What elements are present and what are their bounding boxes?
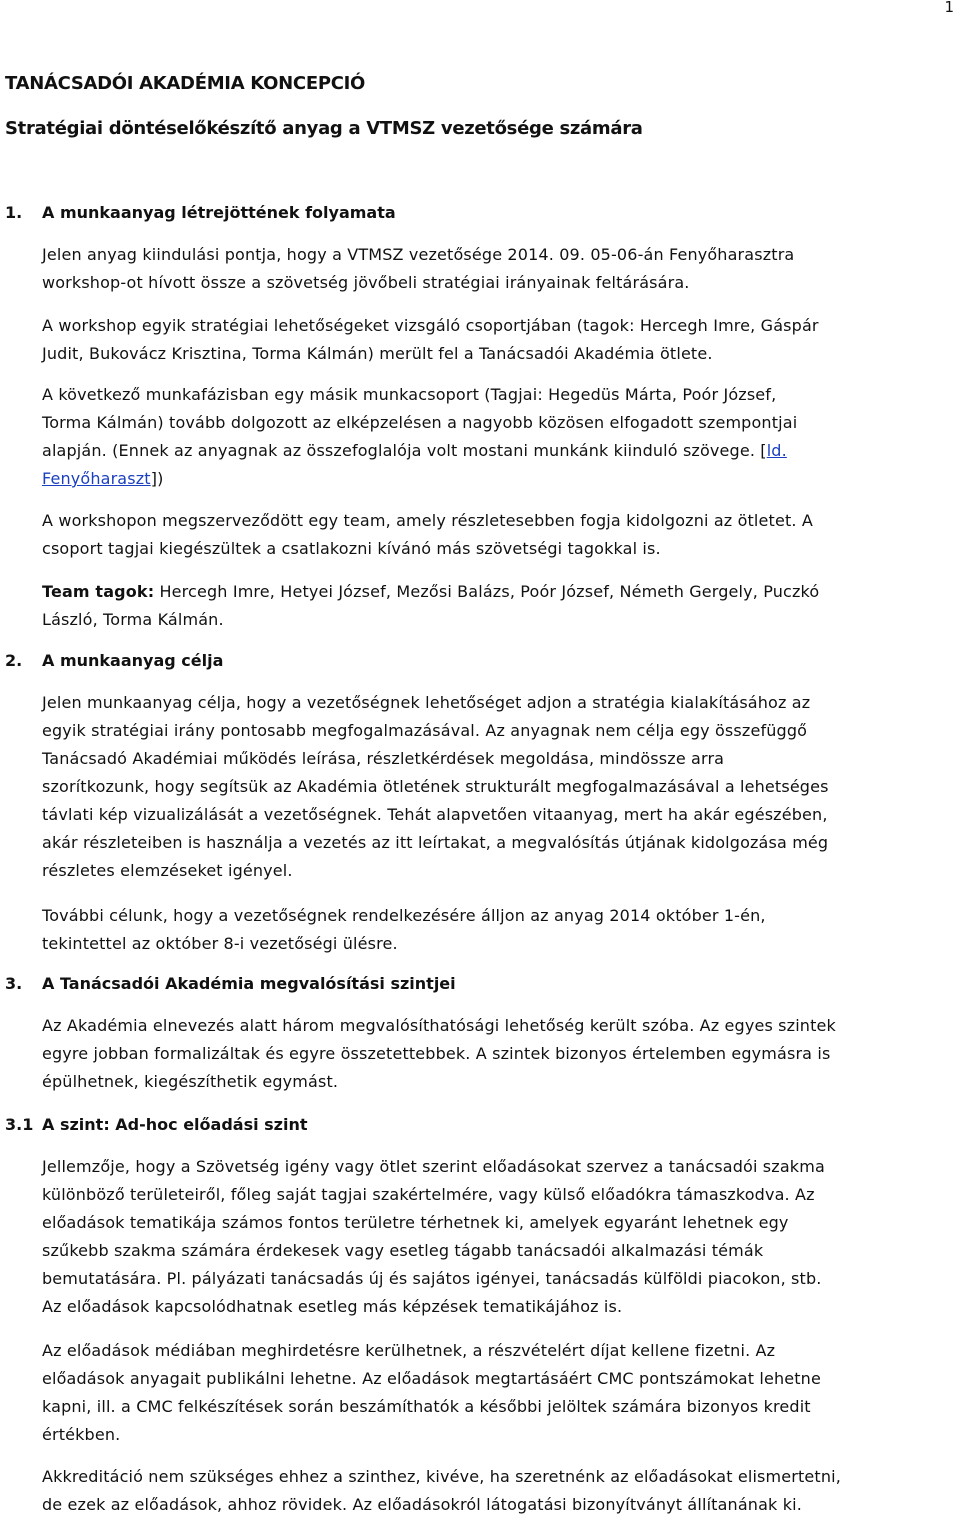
text-line: László, Torma Kálmán. bbox=[42, 610, 224, 629]
section-1-heading bbox=[5, 203, 396, 222]
text-line: különböző területeiről, főleg saját tagjai szakértelmére, vagy külső előadókra támaszkodva. Az bbox=[42, 1185, 815, 1204]
section-1-number: 1. bbox=[5, 203, 23, 222]
text-line: de ezek az előadások, ahhoz rövidek. Az előadásokról látogatási bizonyítványt állítanának ki. bbox=[42, 1495, 802, 1514]
team-members-paragraph bbox=[42, 578, 954, 634]
text-line: Tanácsadó Akadémiai működés leírása, részletkérdések megoldása, mindössze arra bbox=[42, 749, 725, 768]
text-line: Jelen munkaanyag célja, hogy a vezetőségnek lehetőséget adjon a stratégia kialakításához az bbox=[42, 693, 811, 712]
text-line: Az Akadémia elnevezés alatt három megvalósíthatósági lehetőség került szóba. Az egyes szintek bbox=[42, 1016, 836, 1035]
reference-link-fenyoharaszt[interactable]: Fenyőharaszt bbox=[42, 469, 151, 488]
text-line: Az előadások kapcsolódhatnak esetleg más képzések tematikájához is. bbox=[42, 1297, 623, 1316]
text-line: szűkebb szakma számára érdekesek vagy esetleg tágabb tanácsadói alkalmazási témák bbox=[42, 1241, 764, 1260]
section-2-paragraph-1 bbox=[42, 689, 954, 885]
section-1-paragraph-1 bbox=[42, 241, 954, 297]
section-3-heading bbox=[5, 974, 456, 993]
section-3-1-paragraph-1 bbox=[42, 1153, 954, 1321]
text-line: részletes elemzéseket igényel. bbox=[42, 861, 293, 880]
text-line bbox=[42, 437, 954, 465]
reference-link-ld[interactable]: ld. bbox=[766, 441, 787, 460]
text-line: workshop-ot hívott össze a szövetség jövőbeli stratégiai irányainak feltárására. bbox=[42, 273, 690, 292]
section-3-paragraph-1 bbox=[42, 1012, 954, 1096]
section-3-1-paragraph-3 bbox=[42, 1463, 954, 1519]
text-line: Jellemzője, hogy a Szövetség igény vagy ötlet szerint előadásokat szervez a tanácsadói szakma bbox=[42, 1157, 825, 1176]
text-line: csoport tagjai kiegészültek a csatlakozni kívánó más szövetségi tagokkal is. bbox=[42, 539, 661, 558]
text-segment: ]) bbox=[150, 469, 164, 488]
section-3-title: A Tanácsadói Akadémia megvalósítási szintjei bbox=[42, 974, 456, 993]
section-3-1-heading bbox=[5, 1115, 308, 1134]
section-3-1-paragraph-2 bbox=[42, 1337, 954, 1449]
section-3-1-number: 3.1 bbox=[5, 1115, 34, 1134]
text-line: értékben. bbox=[42, 1425, 121, 1444]
text-line: Akkreditáció nem szükséges ehhez a szinthez, kivéve, ha szeretnénk az előadásokat elismertetni, bbox=[42, 1467, 841, 1486]
text-line: További célunk, hogy a vezetőségnek rendelkezésére álljon az anyag 2014 október 1-én, bbox=[42, 906, 766, 925]
text-line: A következő munkafázisban egy másik munkacsoport (Tagjai: Hegedüs Márta, Poór József, bbox=[42, 385, 777, 404]
text-line: szorítkozunk, hogy segítsük az Akadémia ötletének strukturált megfogalmazásával a lehetséges bbox=[42, 777, 829, 796]
team-members: Hercegh Imre, Hetyei József, Mezősi Balázs, Poór József, Németh Gergely, Puczkó bbox=[154, 582, 820, 601]
text-line: épülhetnek, kiegészíthetik egymást. bbox=[42, 1072, 339, 1091]
section-3-1-title: A szint: Ad-hoc előadási szint bbox=[42, 1115, 308, 1134]
document-title: TANÁCSADÓI AKADÉMIA KONCEPCIÓ bbox=[5, 73, 366, 94]
section-2-title: A munkaanyag célja bbox=[42, 651, 224, 670]
section-1-paragraph-4 bbox=[42, 507, 954, 563]
text-line: egyre jobban formalizáltak és egyre összetettebbek. A szintek bizonyos értelemben egymásra is bbox=[42, 1044, 831, 1063]
text-line: A workshopon megszerveződött egy team, amely részletesebben fogja kidolgozni az ötletet. A bbox=[42, 511, 813, 530]
text-line: kapni, ill. a CMC felkészítések során beszámíthatók a későbbi jelöltek számára bizonyos kredit bbox=[42, 1397, 811, 1416]
text-line: bemutatására. Pl. pályázati tanácsadás új és sajátos igényei, tanácsadás külföldi piacokon, stb. bbox=[42, 1269, 822, 1288]
text-line: tekintettel az október 8-i vezetőségi ülésre. bbox=[42, 934, 398, 953]
text-line: távlati kép vizualizálását a vezetőségnek. Tehát alapvetően vitaanyag, mert ha akár egészében, bbox=[42, 805, 828, 824]
section-3-number: 3. bbox=[5, 974, 23, 993]
text-line: A workshop egyik stratégiai lehetőségeket vizsgáló csoportjában (tagok: Hercegh Imre, Gáspár bbox=[42, 316, 819, 335]
text-line: előadások tematikája számos fontos területre térhetnek ki, amelyek egyaránt lehetnek egy bbox=[42, 1213, 789, 1232]
section-2-number: 2. bbox=[5, 651, 23, 670]
team-label: Team tagok: bbox=[42, 582, 155, 601]
text-line: Judit, Bukovácz Krisztina, Torma Kálmán) merült fel a Tanácsadói Akadémia ötlete. bbox=[42, 344, 713, 363]
text-line bbox=[42, 465, 954, 493]
text-line bbox=[42, 578, 954, 606]
text-line: egyik stratégiai irány pontosabb megfogalmazásával. Az anyagnak nem célja egy összefüggő bbox=[42, 721, 808, 740]
section-1-paragraph-3 bbox=[42, 381, 954, 493]
section-1-paragraph-2 bbox=[42, 312, 954, 368]
section-1-title: A munkaanyag létrejöttének folyamata bbox=[42, 203, 396, 222]
section-2-heading bbox=[5, 651, 223, 670]
text-line: Jelen anyag kiindulási pontja, hogy a VTMSZ vezetősége 2014. 09. 05-06-án Fenyőharasztra bbox=[42, 245, 795, 264]
text-segment: alapján. (Ennek az anyagnak az összefoglalója volt mostani munkánk kiinduló szövege. [ bbox=[42, 441, 767, 460]
text-line: Torma Kálmán) tovább dolgozott az elképzelésen a nagyobb közösen elfogadott szempontjai bbox=[42, 413, 798, 432]
section-2-paragraph-2 bbox=[42, 902, 954, 958]
document-subtitle: Stratégiai döntéselőkészítő anyag a VTMSZ vezetősége számára bbox=[5, 118, 643, 139]
text-line: akár részleteiben is használja a vezetés az itt leírtakat, a megvalósítás útjának kidolgozása még bbox=[42, 833, 829, 852]
text-line: előadások anyagait publikálni lehetne. Az előadások megtartásáért CMC pontszámokat lehetne bbox=[42, 1369, 821, 1388]
text-line: Az előadások médiában meghirdetésre kerülhetnek, a részvételért díjat kellene fizetni. Az bbox=[42, 1341, 776, 1360]
page-number: 1 bbox=[944, 0, 954, 16]
